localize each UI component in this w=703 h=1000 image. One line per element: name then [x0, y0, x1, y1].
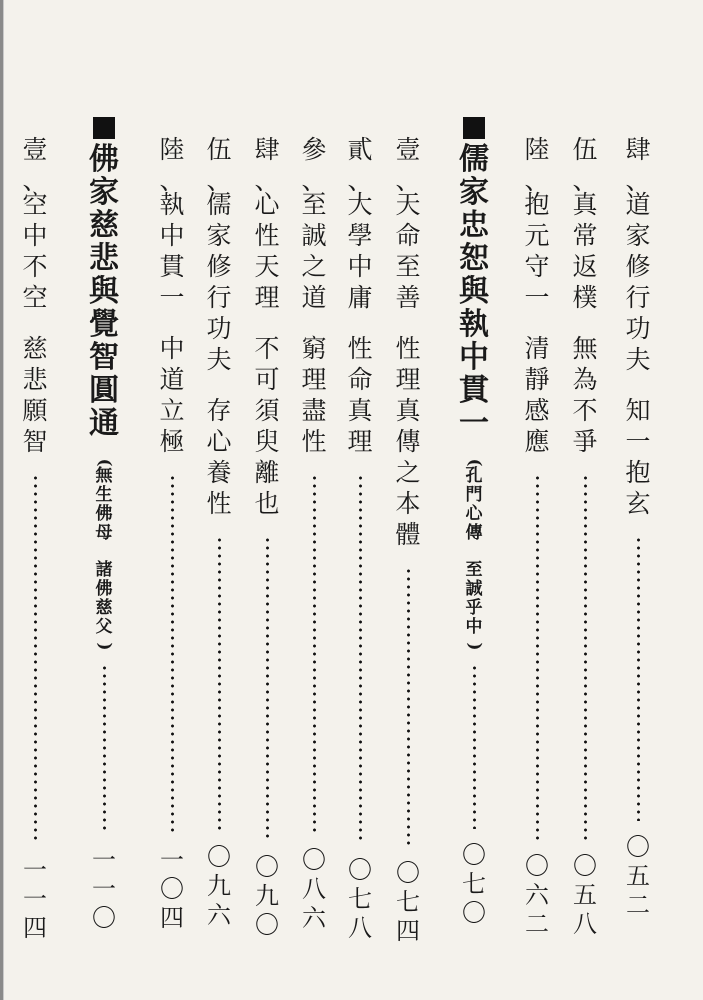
page-number-char: 〇 — [396, 859, 420, 887]
section-title-char: 智 — [89, 340, 119, 375]
entry-title-char: 抱 — [524, 190, 550, 219]
section-title-char: 慈 — [89, 208, 119, 243]
entry-subtitle-char: 不 — [572, 396, 598, 425]
entry-number — [393, 137, 423, 168]
section-subtitle-part-char: 無 — [95, 466, 113, 486]
section-title-char: 通 — [89, 406, 119, 441]
entry-subtitle — [204, 398, 234, 522]
entry-title-char: 天 — [254, 252, 280, 281]
leader-dots — [102, 664, 107, 834]
entry-subtitle — [252, 336, 282, 522]
entry-subtitle-char: 傳 — [395, 427, 421, 456]
page-number — [89, 848, 119, 935]
section-marker-square — [93, 117, 115, 139]
entry-title-char: 理 — [254, 283, 280, 312]
leader-dots — [170, 474, 175, 834]
leader-dots — [472, 664, 477, 829]
page-number-char: 〇 — [462, 841, 486, 869]
page-number-char: 〇 — [92, 904, 116, 932]
separator: 、 — [524, 166, 550, 195]
page-number-char: 〇 — [348, 856, 372, 884]
section-subtitle-part-char: 門 — [465, 485, 483, 505]
page-number — [345, 858, 375, 945]
entry-title-char: 一 — [524, 283, 550, 312]
entry-title-char: 守 — [524, 252, 550, 281]
section-title — [86, 142, 122, 442]
page-number — [459, 843, 489, 930]
separator: 、 — [347, 166, 373, 195]
leader-dots — [406, 567, 411, 847]
open-paren: ( — [464, 458, 485, 467]
entry-title-char: 功 — [625, 314, 651, 343]
section-subtitle-part-char: 傳 — [465, 523, 483, 543]
separator: 、 — [301, 166, 327, 195]
entry-subtitle-char: 靜 — [524, 365, 550, 394]
leader-dots — [358, 474, 363, 844]
page-number-char: 〇 — [462, 899, 486, 927]
separator: 、 — [159, 166, 185, 195]
page-number-char: 四 — [160, 904, 184, 932]
entry-subtitle-char: 道 — [159, 365, 185, 394]
entry-subtitle-char: 之 — [395, 458, 421, 487]
page-number-char: 一 — [23, 885, 47, 913]
entry-title-char: 道 — [625, 190, 651, 219]
entry-subtitle-char: 真 — [395, 396, 421, 425]
entry-subtitle-char: 命 — [347, 365, 373, 394]
page-number-char: 四 — [23, 914, 47, 942]
entry-number-char: 伍 — [206, 135, 232, 164]
page-number-char: 一 — [160, 846, 184, 874]
entry-subtitle-char: 存 — [206, 396, 232, 425]
heading-rujia[interactable] — [456, 117, 492, 930]
entry-subtitle-char: 理 — [301, 365, 327, 394]
section-title-char: 忠 — [459, 208, 489, 243]
page-number-char: 〇 — [573, 852, 597, 880]
entry-subtitle-char: 可 — [254, 365, 280, 394]
page-number-char: 〇 — [525, 852, 549, 880]
entry-san-zhicheng[interactable] — [299, 137, 329, 935]
close-paren: ) — [94, 642, 115, 651]
entry-title-char: 真 — [572, 190, 598, 219]
entry-subtitle — [20, 336, 50, 460]
entry-title-char: 至 — [301, 190, 327, 219]
section-title-char: 儒 — [459, 142, 489, 177]
entry-subtitle-char: 玄 — [625, 489, 651, 518]
entry-title-char: 行 — [625, 283, 651, 312]
entry-number-char: 參 — [301, 135, 327, 164]
entry-title-char: 善 — [395, 283, 421, 312]
entry-title-char: 返 — [572, 252, 598, 281]
section-subtitle-part — [93, 562, 115, 638]
entry-subtitle-char: 也 — [254, 489, 280, 518]
section-title-char: 與 — [89, 274, 119, 309]
page-number-char: 九 — [207, 872, 231, 900]
page-number-char: 二 — [626, 891, 650, 919]
section-subtitle-part-char: 佛 — [95, 579, 113, 599]
entry-title — [299, 192, 329, 316]
page-number-char: 六 — [207, 901, 231, 929]
close-paren: ) — [464, 642, 485, 651]
section-subtitle-part-char: 佛 — [95, 504, 113, 524]
entry-title-char: 樸 — [572, 283, 598, 312]
section-title-char: 佛 — [89, 142, 119, 177]
entry-subtitle-char: 臾 — [254, 427, 280, 456]
entry-title-char: 道 — [301, 283, 327, 312]
entry-subtitle-char: 智 — [22, 427, 48, 456]
entry-title-char: 性 — [254, 221, 280, 250]
binding-edge-shadow — [3, 0, 4, 1000]
entry-title — [20, 192, 50, 316]
page-number-char: 八 — [348, 914, 372, 942]
entry-number-char: 壹 — [395, 135, 421, 164]
entry-si-xinxing[interactable] — [252, 137, 282, 942]
page-number-char: 六 — [302, 904, 326, 932]
page-number-char: 五 — [626, 862, 650, 890]
entry-subtitle — [157, 336, 187, 460]
entry-number — [522, 137, 552, 168]
entry-number — [252, 137, 282, 168]
entry-title-char: 執 — [159, 190, 185, 219]
entry-title-char: 中 — [159, 221, 185, 250]
entry-subtitle-char: 性 — [206, 489, 232, 518]
separator: 、 — [625, 166, 651, 195]
section-title-char: 覺 — [89, 307, 119, 342]
entry-subtitle-char: 理 — [347, 427, 373, 456]
open-paren: ( — [94, 458, 115, 467]
section-title-char: 中 — [459, 340, 489, 375]
page-number — [570, 854, 600, 941]
entry-subtitle-char: 慈 — [22, 334, 48, 363]
entry-yi-kongzhong[interactable] — [20, 137, 50, 945]
entry-subtitle-char: 不 — [254, 334, 280, 363]
entry-er-daxue[interactable] — [345, 137, 375, 945]
entry-liu-baoyuan[interactable] — [522, 137, 552, 941]
section-title-char: 一 — [459, 406, 489, 441]
section-subtitle-part-char: 中 — [465, 617, 483, 637]
page-number — [299, 848, 329, 935]
section-subtitle-part-char: 父 — [95, 617, 113, 637]
separator: 、 — [254, 166, 280, 195]
section-subtitle-part-char: 至 — [465, 560, 483, 580]
entry-subtitle-char: 清 — [524, 334, 550, 363]
entry-title — [252, 192, 282, 316]
entry-subtitle-char: 性 — [301, 427, 327, 456]
entry-number — [204, 137, 234, 168]
page-number-char: 六 — [525, 881, 549, 909]
entry-subtitle — [623, 398, 653, 522]
section-subtitle-part — [93, 468, 115, 544]
section-title-char: 與 — [459, 274, 489, 309]
entry-title-char: 貫 — [159, 252, 185, 281]
entry-title-char: 空 — [22, 190, 48, 219]
page-number-char: 七 — [348, 885, 372, 913]
page-number-char: 〇 — [626, 833, 650, 861]
section-subtitle-part — [463, 562, 485, 638]
entry-subtitle-char: 養 — [206, 458, 232, 487]
leader-dots — [583, 474, 588, 840]
page-number-char: 四 — [396, 917, 420, 945]
entry-number-char: 肆 — [254, 135, 280, 164]
entry-subtitle-char: 離 — [254, 458, 280, 487]
entry-title-char: 空 — [22, 283, 48, 312]
page-number — [393, 861, 423, 948]
entry-title-char: 心 — [254, 190, 280, 219]
entry-title-char: 不 — [22, 252, 48, 281]
page-number — [252, 855, 282, 942]
section-subtitle-part-char: 母 — [95, 523, 113, 543]
section-subtitle-part-char: 孔 — [465, 466, 483, 486]
entry-title-char: 天 — [395, 190, 421, 219]
page-number — [623, 835, 653, 922]
entry-yi-tianming[interactable] — [393, 137, 423, 948]
entry-title-char: 至 — [395, 252, 421, 281]
section-title-char: 家 — [89, 175, 119, 210]
entry-si-daojia-xiuxing[interactable] — [623, 137, 653, 922]
page-number-char: 九 — [255, 882, 279, 910]
entry-subtitle-char: 無 — [572, 334, 598, 363]
entry-number-char: 肆 — [625, 135, 651, 164]
entry-number — [157, 137, 187, 168]
entry-title-char: 修 — [206, 252, 232, 281]
entry-title — [157, 192, 187, 316]
section-subtitle-part-char: 乎 — [465, 598, 483, 618]
entry-subtitle-char: 中 — [159, 334, 185, 363]
leader-dots — [636, 536, 641, 821]
entry-number-char: 貳 — [347, 135, 373, 164]
section-title — [456, 142, 492, 442]
page-number-char: 八 — [573, 910, 597, 938]
entry-number-char: 伍 — [572, 135, 598, 164]
entry-title — [570, 192, 600, 316]
section-title-char: 家 — [459, 175, 489, 210]
entry-title-char: 修 — [625, 252, 651, 281]
entry-title-char: 儒 — [206, 190, 232, 219]
entry-title-char: 行 — [206, 283, 232, 312]
entry-title-char: 家 — [625, 221, 651, 250]
section-title-char: 執 — [459, 307, 489, 342]
section-title-char: 貫 — [459, 373, 489, 408]
entry-number-char: 陸 — [159, 135, 185, 164]
entry-wu-zhenchang[interactable] — [570, 137, 600, 941]
page-number — [204, 845, 234, 932]
page-number-char: 七 — [462, 870, 486, 898]
entry-number-char: 壹 — [22, 135, 48, 164]
entry-number — [570, 137, 600, 168]
entry-subtitle-char: 性 — [395, 334, 421, 363]
entry-subtitle-char: 須 — [254, 396, 280, 425]
section-subtitle-part-char: 生 — [95, 485, 113, 505]
entry-title-char: 之 — [301, 252, 327, 281]
entry-number — [345, 137, 375, 168]
separator: 、 — [572, 166, 598, 195]
entry-title-char: 元 — [524, 221, 550, 250]
entry-title-char: 中 — [22, 221, 48, 250]
entry-title-char: 大 — [347, 190, 373, 219]
leader-dots — [312, 474, 317, 834]
entry-subtitle-char: 一 — [625, 427, 651, 456]
entry-number-char: 陸 — [524, 135, 550, 164]
page-number-char: 〇 — [160, 875, 184, 903]
entry-subtitle-char: 性 — [347, 334, 373, 363]
page-number — [522, 854, 552, 941]
page-number-char: 八 — [302, 875, 326, 903]
entry-title-char: 學 — [347, 221, 373, 250]
page-number-char: 五 — [573, 881, 597, 909]
entry-number — [299, 137, 329, 168]
section-subtitle-part-char: 慈 — [95, 598, 113, 618]
page-number-char: 〇 — [255, 853, 279, 881]
entry-title-char: 家 — [206, 221, 232, 250]
entry-number — [20, 137, 50, 168]
entry-subtitle — [393, 336, 423, 553]
entry-title — [393, 192, 423, 316]
entry-subtitle-char: 本 — [395, 489, 421, 518]
leader-dots — [265, 536, 270, 841]
page-number-char: 〇 — [207, 843, 231, 871]
entry-subtitle-char: 體 — [395, 520, 421, 549]
page-number-char: 一 — [23, 856, 47, 884]
entry-subtitle — [570, 336, 600, 460]
entry-subtitle-char: 感 — [524, 396, 550, 425]
entry-subtitle-char: 應 — [524, 427, 550, 456]
section-marker-square — [463, 117, 485, 139]
heading-fojia[interactable] — [86, 117, 122, 935]
entry-subtitle-char: 知 — [625, 396, 651, 425]
entry-title — [204, 192, 234, 378]
section-title-char: 恕 — [459, 241, 489, 276]
leader-dots — [217, 536, 222, 831]
entry-title-char: 一 — [159, 283, 185, 312]
page-number — [20, 858, 50, 945]
entry-subtitle-char: 立 — [159, 396, 185, 425]
entry-title-char: 誠 — [301, 221, 327, 250]
entry-subtitle-char: 極 — [159, 427, 185, 456]
entry-title-char: 常 — [572, 221, 598, 250]
entry-subtitle-char: 真 — [347, 396, 373, 425]
entry-title-char: 夫 — [625, 345, 651, 374]
entry-title-char: 功 — [206, 314, 232, 343]
entry-subtitle — [299, 336, 329, 460]
section-subtitle-part — [463, 468, 485, 544]
entry-subtitle-char: 窮 — [301, 334, 327, 363]
section-subtitle-part-char: 誠 — [465, 579, 483, 599]
entry-title — [623, 192, 653, 378]
entry-subtitle-char: 抱 — [625, 458, 651, 487]
page-number-char: 二 — [525, 910, 549, 938]
entry-subtitle-char: 願 — [22, 396, 48, 425]
entry-subtitle-char: 心 — [206, 427, 232, 456]
section-title-char: 悲 — [89, 241, 119, 276]
entry-subtitle-char: 爭 — [572, 427, 598, 456]
page-number-char: 七 — [396, 888, 420, 916]
entry-wu-rujia-xiuxing[interactable] — [204, 137, 234, 932]
entry-subtitle-char: 理 — [395, 365, 421, 394]
entry-title-char: 命 — [395, 221, 421, 250]
entry-subtitle — [522, 336, 552, 460]
entry-title — [345, 192, 375, 316]
leader-dots — [535, 474, 540, 840]
entry-title — [522, 192, 552, 316]
entry-subtitle-char: 盡 — [301, 396, 327, 425]
entry-liu-zhizhong[interactable] — [157, 137, 187, 935]
entry-number — [623, 137, 653, 168]
section-subtitle-part-char: 心 — [465, 504, 483, 524]
entry-title-char: 夫 — [206, 345, 232, 374]
section-subtitle-part-char: 諸 — [95, 560, 113, 580]
page-number-char: 一 — [92, 846, 116, 874]
entry-title-char: 庸 — [347, 283, 373, 312]
leader-dots — [33, 474, 38, 844]
entry-subtitle — [345, 336, 375, 460]
separator: 、 — [395, 166, 421, 195]
separator: 、 — [22, 166, 48, 195]
page-number-char: 一 — [92, 875, 116, 903]
section-title-char: 圓 — [89, 373, 119, 408]
entry-subtitle-char: 悲 — [22, 365, 48, 394]
entry-title-char: 中 — [347, 252, 373, 281]
page-number-char: 〇 — [302, 846, 326, 874]
separator: 、 — [206, 166, 232, 195]
page-number-char: 〇 — [255, 911, 279, 939]
page-number — [157, 848, 187, 935]
entry-subtitle-char: 為 — [572, 365, 598, 394]
